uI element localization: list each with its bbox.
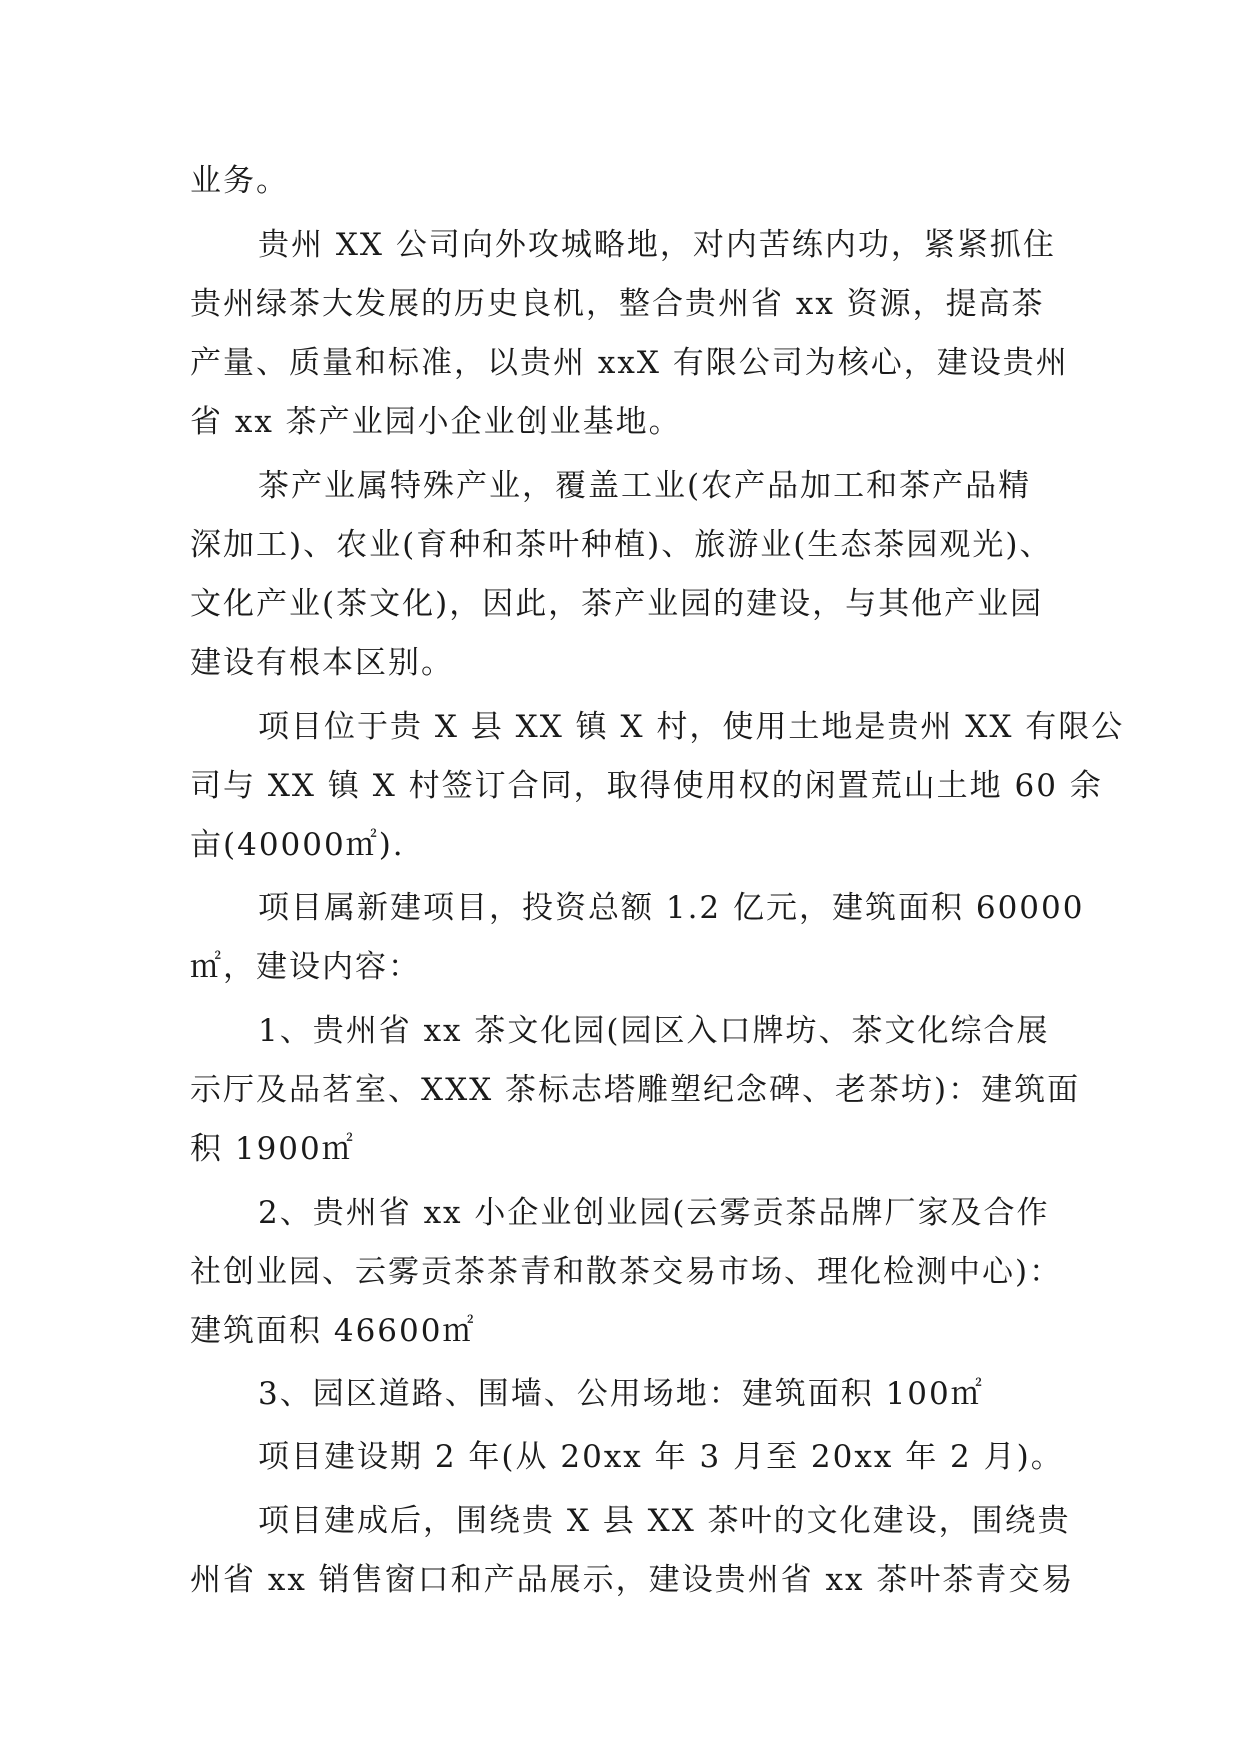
text-line: 文化产业(茶文化)，因此，茶产业园的建设，与其他产业园	[190, 586, 1044, 622]
text-line: 建设有根本区别。	[190, 645, 454, 681]
text-line: ㎡，建设内容：	[190, 949, 421, 985]
text-line: 茶产业属特殊产业，覆盖工业(农产品加工和茶产品精	[258, 468, 1032, 504]
text-line: 省 xx 茶产业园小企业创业基地。	[190, 404, 682, 440]
text-line: 亩(40000㎡).	[190, 827, 405, 863]
text-line: 项目属新建项目，投资总额 1.2 亿元，建筑面积 60000	[258, 890, 1085, 926]
text-line: 项目建成后，围绕贵 X 县 XX 茶叶的文化建设，围绕贵	[258, 1503, 1071, 1539]
text-line: 项目建设期 2 年(从 20xx 年 3 月至 20xx 年 2 月)。	[258, 1439, 1064, 1475]
text-line: 社创业园、云雾贡茶茶青和散茶交易市场、理化检测中心)：	[190, 1254, 1063, 1290]
text-line: 深加工)、农业(育种和茶叶种植)、旅游业(生态茶园观光)、	[190, 527, 1053, 563]
text-line: 司与 XX 镇 X 村签订合同，取得使用权的闲置荒山土地 60 余	[190, 768, 1103, 804]
text-line: 贵州 XX 公司向外攻城略地，对内苦练内功，紧紧抓住	[258, 227, 1056, 263]
text-line: 业务。	[190, 163, 289, 199]
text-line: 3、园区道路、围墙、公用场地：建筑面积 100㎡	[258, 1376, 984, 1412]
text-line: 贵州绿茶大发展的历史良机，整合贵州省 xx 资源，提高茶	[190, 286, 1045, 322]
text-line: 州省 xx 销售窗口和产品展示，建设贵州省 xx 茶叶茶青交易	[190, 1562, 1075, 1598]
text-line: 示厅及品茗室、XXX 茶标志塔雕塑纪念碑、老茶坊)：建筑面	[190, 1072, 1081, 1108]
text-line: 产量、质量和标准，以贵州 xxX 有限公司为核心，建设贵州	[190, 345, 1069, 381]
text-line: 积 1900㎡	[190, 1131, 355, 1167]
text-line: 项目位于贵 X 县 XX 镇 X 村，使用土地是贵州 XX 有限公	[258, 709, 1125, 745]
text-line: 2、贵州省 xx 小企业创业园(云雾贡茶品牌厂家及合作	[258, 1195, 1050, 1231]
text-line: 1、贵州省 xx 茶文化园(园区入口牌坊、茶文化综合展	[258, 1013, 1050, 1049]
text-line: 建筑面积 46600㎡	[190, 1313, 476, 1349]
